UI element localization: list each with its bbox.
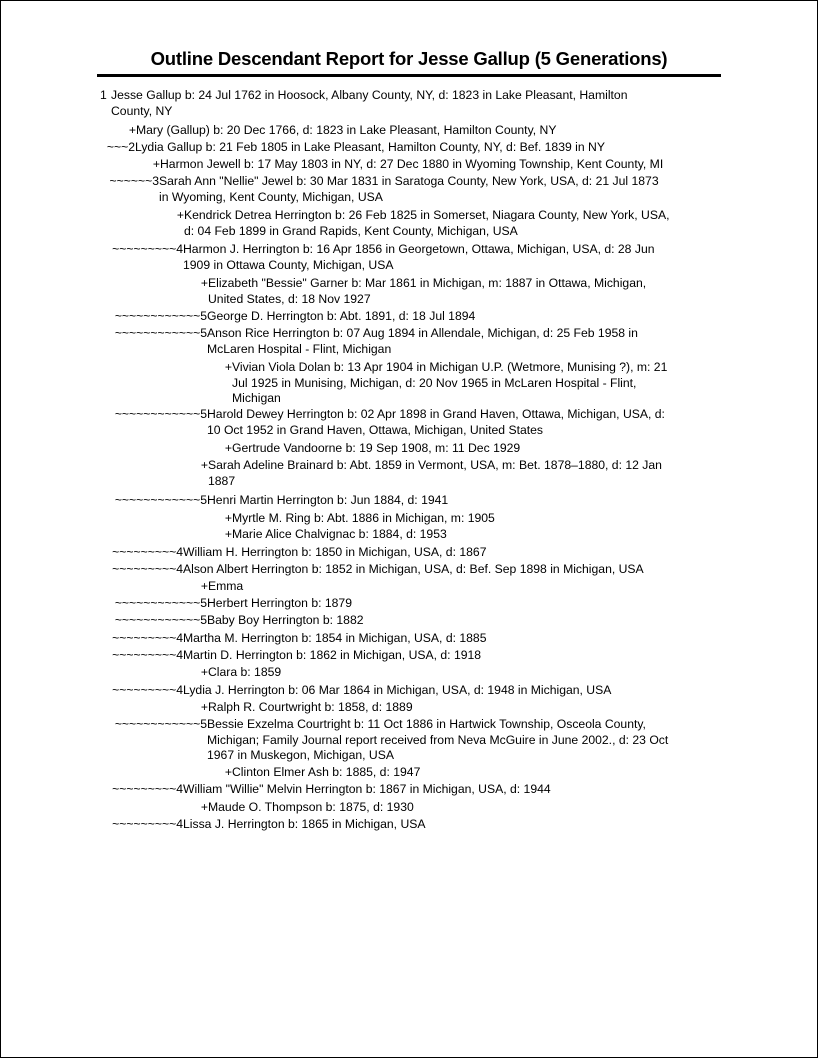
descendant-entry xyxy=(0,174,818,205)
entry-text-line: Herbert Herrington b: 1879 xyxy=(207,596,352,610)
generation-prefix: ~~~~~~~~~4 xyxy=(112,562,183,576)
entry-text-line: Jesse Gallup b: 24 Jul 1762 in Hoosock, Albany County, NY, d: 1823 in Lake Pleasant, Hamilton xyxy=(111,88,628,102)
descendant-entry xyxy=(0,717,818,764)
entry-text-line: Martha M. Herrington b: 1854 in Michigan, USA, d: 1885 xyxy=(183,631,487,645)
entry-text-line: Gertrude Vandoorne b: 19 Sep 1908, m: 11 Dec 1929 xyxy=(232,441,521,455)
generation-prefix: + xyxy=(200,458,208,472)
descendant-entry xyxy=(0,140,818,156)
generation-prefix: ~~~~~~~~~4 xyxy=(112,648,183,662)
entry-text-line: 1887 xyxy=(208,473,236,488)
entry-text-line: Jul 1925 in Munising, Michigan, d: 20 Nov 1965 in McLaren Hospital - Flint, xyxy=(232,375,637,390)
generation-prefix: + xyxy=(224,527,232,541)
entry-text-line: Harmon J. Herrington b: 16 Apr 1856 in Georgetown, Ottawa, Michigan, USA, d: 28 Jun xyxy=(183,242,655,256)
entry-text-line: Mary (Gallup) b: 20 Dec 1766, d: 1823 in Lake Pleasant, Hamilton County, NY xyxy=(136,123,557,137)
entry-text-line: Sarah Ann "Nellie" Jewel b: 30 Mar 1831 in Saratoga County, New York, USA, d: 21 Jul 1873 xyxy=(159,174,659,188)
entry-text-line: United States, d: 18 Nov 1927 xyxy=(208,291,371,306)
entry-text-line: Sarah Adeline Brainard b: Abt. 1859 in Vermont, USA, m: Bet. 1878–1880, d: 12 Jan xyxy=(208,458,662,472)
entry-text-line: Elizabeth "Bessie" Garner b: Mar 1861 in Michigan, m: 1887 in Ottawa, Michigan, xyxy=(208,276,647,290)
generation-prefix: + xyxy=(200,665,208,679)
generation-prefix: ~~~~~~~~~4 xyxy=(112,545,183,559)
generation-prefix: + xyxy=(200,700,208,714)
title-rule xyxy=(97,74,721,77)
spouse-entry xyxy=(0,458,818,489)
spouse-entry xyxy=(0,527,818,543)
spouse-entry xyxy=(0,700,818,716)
generation-prefix: ~~~~~~3 xyxy=(109,174,159,188)
spouse-entry xyxy=(0,360,818,407)
entry-text-line: Henri Martin Herrington b: Jun 1884, d: 1941 xyxy=(207,493,449,507)
generation-prefix: ~~~~~~~~~4 xyxy=(112,242,183,256)
entry-text-line: Marie Alice Chalvignac b: 1884, d: 1953 xyxy=(232,527,447,541)
spouse-entry xyxy=(0,765,818,781)
generation-prefix: ~~~~~~~~~~~~5 xyxy=(114,326,207,340)
generation-prefix: + xyxy=(200,579,208,593)
generation-prefix: + xyxy=(128,123,136,137)
entry-text-line: Lissa J. Herrington b: 1865 in Michigan, USA xyxy=(183,817,426,831)
generation-prefix: + xyxy=(200,800,208,814)
descendant-entry xyxy=(0,242,818,273)
generation-prefix: ~~~~~~~~~4 xyxy=(112,683,183,697)
generation-prefix: + xyxy=(224,360,232,374)
entry-text-line: Lydia Gallup b: 21 Feb 1805 in Lake Pleasant, Hamilton County, NY, d: Bef. 1839 in NY xyxy=(135,140,605,154)
entry-text-line: Anson Rice Herrington b: 07 Aug 1894 in Allendale, Michigan, d: 25 Feb 1958 in xyxy=(207,326,638,340)
entry-text-line: Ralph R. Courtwright b: 1858, d: 1889 xyxy=(208,700,413,714)
entry-text-line: 1967 in Muskegon, Michigan, USA xyxy=(207,748,394,763)
entry-text-line: 1909 in Ottawa County, Michigan, USA xyxy=(183,257,394,272)
descendant-entry xyxy=(0,562,818,578)
generation-prefix: + xyxy=(200,276,208,290)
spouse-entry xyxy=(0,276,818,307)
descendant-entry xyxy=(0,817,818,833)
spouse-entry xyxy=(0,665,818,681)
entry-text-line: d: 04 Feb 1899 in Grand Rapids, Kent County, Michigan, USA xyxy=(184,223,518,238)
entry-text-line: Harold Dewey Herrington b: 02 Apr 1898 in Grand Haven, Ottawa, Michigan, USA, d: xyxy=(207,407,665,421)
spouse-entry xyxy=(0,157,818,173)
spouse-entry xyxy=(0,579,818,595)
entry-text-line: Vivian Viola Dolan b: 13 Apr 1904 in Michigan U.P. (Wetmore, Munising ?), m: 21 xyxy=(232,360,668,374)
descendant-entry xyxy=(0,613,818,629)
generation-prefix: ~~~~~~~~~4 xyxy=(112,782,183,796)
entry-text-line: Lydia J. Herrington b: 06 Mar 1864 in Michigan, USA, d: 1948 in Michigan, USA xyxy=(183,683,612,697)
entry-text-line: William H. Herrington b: 1850 in Michigan, USA, d: 1867 xyxy=(183,545,487,559)
spouse-entry xyxy=(0,800,818,816)
entry-text-line: Bessie Exzelma Courtright b: 11 Oct 1886 in Hartwick Township, Osceola County, xyxy=(207,717,646,731)
entry-text-line: Harmon Jewell b: 17 May 1803 in NY, d: 27 Dec 1880 in Wyoming Township, Kent County, MI xyxy=(160,157,664,171)
descendant-entry xyxy=(0,782,818,798)
generation-prefix: ~~~~~~~~~~~~5 xyxy=(114,596,207,610)
entry-text-line: in Wyoming, Kent County, Michigan, USA xyxy=(159,189,383,204)
entry-text-line: 10 Oct 1952 in Grand Haven, Ottawa, Michigan, United States xyxy=(207,422,544,437)
descendant-entry xyxy=(0,596,818,612)
generation-prefix: + xyxy=(224,765,232,779)
descendant-entry xyxy=(0,407,818,438)
entry-text-line: Alson Albert Herrington b: 1852 in Michigan, USA, d: Bef. Sep 1898 in Michigan, USA xyxy=(183,562,644,576)
generation-prefix: ~~~~~~~~~~~~5 xyxy=(114,309,207,323)
descendant-entry xyxy=(0,648,818,664)
generation-prefix: ~~~~~~~~~4 xyxy=(112,817,183,831)
generation-prefix: ~~~~~~~~~~~~5 xyxy=(114,613,207,627)
entry-text-line: Kendrick Detrea Herrington b: 26 Feb 1825 in Somerset, Niagara County, New York, USA, xyxy=(184,208,670,222)
generation-prefix: ~~~~~~~~~~~~5 xyxy=(114,717,207,731)
generation-prefix: ~~~~~~~~~~~~5 xyxy=(114,493,207,507)
descendant-entry xyxy=(0,326,818,357)
entry-text-line: William "Willie" Melvin Herrington b: 1867 in Michigan, USA, d: 1944 xyxy=(183,782,551,796)
entry-text-line: County, NY xyxy=(111,103,173,118)
generation-prefix: + xyxy=(176,208,184,222)
generation-prefix: + xyxy=(224,441,232,455)
generation-prefix: ~~~2 xyxy=(106,140,135,154)
descendant-entry xyxy=(0,683,818,699)
generation-prefix: + xyxy=(224,511,232,525)
descendant-entry xyxy=(0,545,818,561)
entry-text-line: George D. Herrington b: Abt. 1891, d: 18 Jul 1894 xyxy=(207,309,476,323)
descendant-entry xyxy=(0,631,818,647)
entry-text-line: Baby Boy Herrington b: 1882 xyxy=(207,613,364,627)
generation-prefix: ~~~~~~~~~~~~5 xyxy=(114,407,207,421)
descendant-entry xyxy=(0,493,818,509)
generation-prefix: + xyxy=(152,157,160,171)
spouse-entry xyxy=(0,123,818,139)
entry-text-line: Myrtle M. Ring b: Abt. 1886 in Michigan, m: 1905 xyxy=(232,511,495,525)
spouse-entry xyxy=(0,441,818,457)
entry-text-line: Clara b: 1859 xyxy=(208,665,282,679)
entry-text-line: Michigan; Family Journal report received from Neva McGuire in June 2002., d: 23 Oct xyxy=(207,732,669,747)
descendant-entry xyxy=(0,88,818,119)
spouse-entry xyxy=(0,208,818,239)
spouse-entry xyxy=(0,511,818,527)
entry-text-line: Maude O. Thompson b: 1875, d: 1930 xyxy=(208,800,414,814)
descendant-entry xyxy=(0,309,818,325)
report-title: Outline Descendant Report for Jesse Gallup (5 Generations) xyxy=(150,48,668,69)
entry-text-line: Michigan xyxy=(232,391,281,406)
generation-prefix: 1 xyxy=(100,88,107,102)
generation-prefix: ~~~~~~~~~4 xyxy=(112,631,183,645)
entry-text-line: Clinton Elmer Ash b: 1885, d: 1947 xyxy=(232,765,421,779)
entry-text-line: Emma xyxy=(208,579,244,593)
entry-text-line: McLaren Hospital - Flint, Michigan xyxy=(207,341,392,356)
entry-text-line: Martin D. Herrington b: 1862 in Michigan, USA, d: 1918 xyxy=(183,648,482,662)
